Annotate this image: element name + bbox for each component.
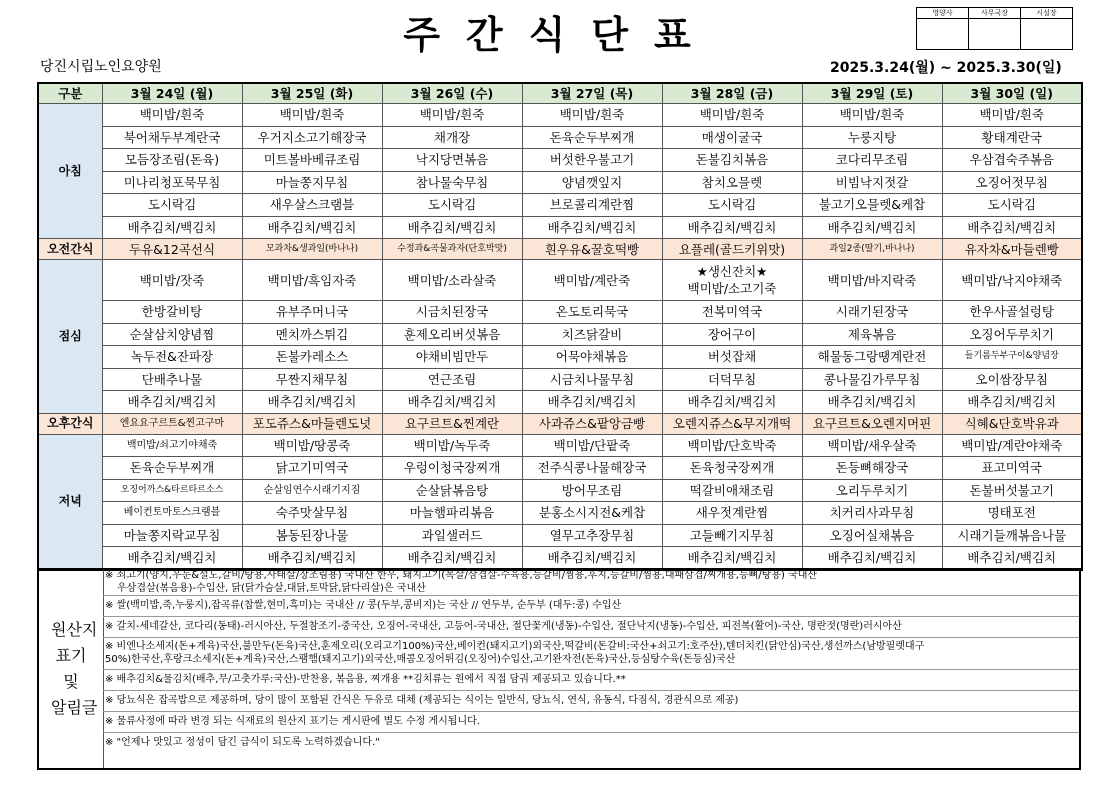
menu-cell: 베이컨토마토스크램블 [102, 502, 242, 525]
menu-row [38, 434, 1082, 457]
menu-cell: 참나물숙무침 [382, 171, 522, 194]
menu-cell: 오이쌈장무침 [942, 368, 1082, 391]
lunch-label: 점심 [38, 260, 102, 414]
menu-cell: 참치오믈렛 [662, 171, 802, 194]
day-header: 3월 30일 (일) [942, 83, 1082, 104]
snack-cell: 흰우유&꿀호떡빵 [522, 239, 662, 260]
menu-cell: 표고미역국 [942, 457, 1082, 480]
menu-cell: 배추김치/백김치 [522, 216, 662, 239]
menu-cell: 백미밥/흰죽 [382, 104, 522, 127]
menu-row [38, 126, 1082, 149]
snack-cell: 사과쥬스&팥앙금빵 [522, 413, 662, 434]
menu-row [38, 368, 1082, 391]
menu-row [38, 524, 1082, 547]
menu-cell: 도시락김 [662, 194, 802, 217]
menu-cell: 백미밥/흰죽 [802, 104, 942, 127]
note-item [103, 638, 1079, 670]
menu-cell: 멘치까스튀김 [242, 323, 382, 346]
menu-cell [662, 260, 802, 301]
menu-cell: 명태포전 [942, 502, 1082, 525]
day-header: 3월 26일 (수) [382, 83, 522, 104]
menu-cell: 새우살스크램블 [242, 194, 382, 217]
menu-cell: 치커리사과무침 [802, 502, 942, 525]
menu-cell: 백미밥/바지락죽 [802, 260, 942, 301]
menu-cell: 백미밥/흑임자죽 [242, 260, 382, 301]
menu-cell: 순살닭볶음탕 [382, 479, 522, 502]
header-row [38, 83, 1082, 104]
note-line: ※ 물류사정에 따라 변경 되는 식재료의 원산지 표기는 게시판에 별도 수정 게시됩니다. [103, 712, 1079, 733]
day-header: 3월 28일 (금) [662, 83, 802, 104]
menu-cell: 북어채두부계란국 [102, 126, 242, 149]
snack-cell: 요구르트&오렌지머핀 [802, 413, 942, 434]
snack-cell: 엔요요구르트&찐고구마 [102, 413, 242, 434]
menu-row [38, 323, 1082, 346]
menu-cell: 채개장 [382, 126, 522, 149]
menu-cell: 어묵야채볶음 [522, 346, 662, 369]
menu-cell: 오징어두루치기 [942, 323, 1082, 346]
menu-cell: 오징어젓무침 [942, 171, 1082, 194]
menu-cell: 매생이굴국 [662, 126, 802, 149]
menu-cell: 배추김치/백김치 [662, 547, 802, 570]
menu-cell: 돈등뼈해장국 [802, 457, 942, 480]
menu-cell: 들기름두부구이&양념장 [942, 346, 1082, 369]
note-line: ※ 쇠고기(양지,우둔&설도,갈비/탕용,사태살/장조림용) 국내산 한우, 돼지고기(목살/삼겹살-수육용,등갈비/찜용,후지,등갈비/찜용,대패삼겹/찌개용,등뼈/탕용) 국내산 [105, 570, 818, 581]
menu-cell: 더덕무침 [662, 368, 802, 391]
menu-cell: 오리두루치기 [802, 479, 942, 502]
menu-cell: 배추김치/백김치 [102, 216, 242, 239]
menu-cell: 시래기된장국 [802, 301, 942, 324]
snack-cell: 요구르트&찐계란 [382, 413, 522, 434]
snack-cell: 식혜&단호박유과 [942, 413, 1082, 434]
menu-row [38, 104, 1082, 127]
menu-cell: 배추김치/백김치 [242, 216, 382, 239]
menu-cell: 백미밥/소라살죽 [382, 260, 522, 301]
menu-cell: 백미밥/흰죽 [942, 104, 1082, 127]
menu-cell: 봄동된장나물 [242, 524, 382, 547]
menu-cell: 시래기들깨볶음나물 [942, 524, 1082, 547]
menu-cell: 배추김치/백김치 [522, 547, 662, 570]
menu-cell: 배추김치/백김치 [242, 391, 382, 414]
menu-cell: 돈육순두부찌개 [522, 126, 662, 149]
menu-cell: 치즈닭갈비 [522, 323, 662, 346]
note-line: ※ 갈치-세네갈산, 코다리(동태)-러시아산, 두절참조기-중국산, 오징어-국내산, 고등어-국내산, 절단꽃게(냉동)-수입산, 절단낙지(냉동)-수입산, 피전복(활어)-국산, 명란젓(명란)러시아산 [103, 617, 1079, 638]
menu-cell: 순살임연수시래기지짐 [242, 479, 382, 502]
menu-cell: 과일샐러드 [382, 524, 522, 547]
snack-cell: 모과차&생과일(바나나) [242, 239, 382, 260]
am_snack-label: 오전간식 [38, 239, 102, 260]
approval-label-director: 시설장 [1021, 8, 1073, 19]
approval-label-dietitian: 영양사 [917, 8, 969, 19]
menu-cell: 시금치된장국 [382, 301, 522, 324]
approval-sign-director [1021, 19, 1073, 50]
menu-cell: 우삼겹숙주볶음 [942, 149, 1082, 172]
menu-cell: 백미밥/흰죽 [662, 104, 802, 127]
menu-cell: 백미밥/잣죽 [102, 260, 242, 301]
page-title: 주간식단표 [403, 13, 717, 57]
menu-row [38, 216, 1082, 239]
menu-cell: 백미밥/흰죽 [522, 104, 662, 127]
day-header: 3월 25일 (화) [242, 83, 382, 104]
am_snack-row [38, 239, 1082, 260]
menu-row [38, 194, 1082, 217]
menu-row [38, 149, 1082, 172]
notes-label-text: 원산지 표기 및 알림글 [51, 620, 98, 717]
menu-cell: 백미밥/새우살죽 [802, 434, 942, 457]
menu-cell: 무짠지채무침 [242, 368, 382, 391]
menu-cell: 도시락김 [942, 194, 1082, 217]
menu-cell: 우렁이청국장찌개 [382, 457, 522, 480]
pm_snack-row [38, 413, 1082, 434]
menu-cell: 미나리청포묵무침 [102, 171, 242, 194]
menu-cell: 마늘쫑지락교무침 [102, 524, 242, 547]
menu-cell: 고들빼기지무침 [662, 524, 802, 547]
snack-cell: 요플레(골드키위맛) [662, 239, 802, 260]
menu-cell: 장어구이 [662, 323, 802, 346]
menu-cell: 돈불김치볶음 [662, 149, 802, 172]
menu-cell: 백미밥/녹두죽 [382, 434, 522, 457]
note-line: ※ 배추김치&물김치(배추,무/고춧가루:국산)-반찬용, 볶음용, 찌개용 **김치류는 원에서 직접 담궈 제공되고 있습니다.** [103, 670, 1079, 691]
menu-cell: 분홍소시지전&케찹 [522, 502, 662, 525]
breakfast-label: 아침 [38, 104, 102, 239]
snack-cell: 과일2종(딸기,바나나) [802, 239, 942, 260]
menu-row [38, 260, 1082, 301]
approval-sign-manager [969, 19, 1021, 50]
menu-cell: 마늘쫑지무침 [242, 171, 382, 194]
menu-cell: 연근조림 [382, 368, 522, 391]
menu-cell: 배추김치/백김치 [662, 216, 802, 239]
menu-cell: 황태계란국 [942, 126, 1082, 149]
menu-cell: 도시락김 [102, 194, 242, 217]
menu-cell: 오징어실채볶음 [802, 524, 942, 547]
menu-cell: 배추김치/백김치 [522, 391, 662, 414]
menu-cell: 우거지소고기해장국 [242, 126, 382, 149]
day-header: 3월 24일 (월) [102, 83, 242, 104]
menu-row [38, 346, 1082, 369]
note-line: ※ 비엔나소세지(돈+계육)국산,불만두(돈육)국산,훈제오리(오리고기100%)국산,베이컨(돼지고기)외국산,떡갈비(돈갈비:국산+쇠고기:호주산),텐더치킨(닭안심)국산,생선까스(남방필렛대구 [105, 641, 925, 652]
menu-cell-line: 백미밥/소고기죽 [687, 281, 777, 296]
note-line: 50%)한국산,후랑크소세지(돈+계육)국산,스팸햄(돼지고기)외국산,매콤오징어튀김(오징어)수입산,고기완자전(돈육)국산,등심탕수육(돈등심)국산 [105, 653, 736, 665]
menu-cell: 돈불카레소스 [242, 346, 382, 369]
menu-cell: 훈제오리버섯볶음 [382, 323, 522, 346]
menu-cell: 배추김치/백김치 [382, 547, 522, 570]
menu-cell: 닭고기미역국 [242, 457, 382, 480]
menu-cell: 온도토리묵국 [522, 301, 662, 324]
note-line: ※ 당뇨식은 잡곡밥으로 제공하며, 당이 많이 포함된 간식은 두유로 대체 (제공되는 식이는 일반식, 당뇨식, 연식, 유동식, 다짐식, 경관식으로 제공) [103, 691, 1079, 712]
menu-row [38, 457, 1082, 480]
menu-cell: 전복미역국 [662, 301, 802, 324]
weekly-menu-table [37, 82, 1083, 571]
note-line: ※ 쌀(백미밥,죽,누룽지),잡곡류(찹쌀,현미,흑미)는 국내산 // 콩(두부,콩비지)는 국산 // 연두부, 순두부 (대두:콩) 수입산 [103, 596, 1079, 617]
menu-cell: 배추김치/백김치 [802, 216, 942, 239]
menu-row [38, 547, 1082, 570]
approval-box [916, 7, 1073, 50]
organization-name: 당진시립노인요양원 [40, 59, 162, 75]
menu-cell: 유부주머니국 [242, 301, 382, 324]
day-header: 3월 29일 (토) [802, 83, 942, 104]
menu-cell: 단배추나물 [102, 368, 242, 391]
menu-cell: 전주식콩나물해장국 [522, 457, 662, 480]
menu-cell: 떡갈비애채조림 [662, 479, 802, 502]
menu-cell: 야채비빔만두 [382, 346, 522, 369]
menu-cell: 양념깻잎지 [522, 171, 662, 194]
menu-cell: 배추김치/백김치 [802, 547, 942, 570]
menu-cell: 누룽지탕 [802, 126, 942, 149]
snack-cell: 오렌지쥬스&무지개떡 [662, 413, 802, 434]
menu-cell: 해물동그랑땡계란전 [802, 346, 942, 369]
snack-cell: 유자차&마들렌빵 [942, 239, 1082, 260]
note-line: ※ "언제나 맛있고 정성이 담긴 급식이 되도록 노력하겠습니다." [105, 737, 380, 748]
menu-cell: 버섯잡채 [662, 346, 802, 369]
menu-cell: 돈육청국장찌개 [662, 457, 802, 480]
menu-cell: 돈불버섯불고기 [942, 479, 1082, 502]
menu-cell: 백미밥/쇠고기야채죽 [102, 434, 242, 457]
pm_snack-label: 오후간식 [38, 413, 102, 434]
menu-cell: 비빔낙지젓갈 [802, 171, 942, 194]
menu-cell: 숙주맛살무침 [242, 502, 382, 525]
day-header: 3월 27일 (목) [522, 83, 662, 104]
menu-cell: 배추김치/백김치 [802, 391, 942, 414]
dinner-label: 저녁 [38, 434, 102, 570]
menu-cell: 낙지당면볶음 [382, 149, 522, 172]
notes-label [39, 570, 104, 768]
menu-cell: 배추김치/백김치 [102, 391, 242, 414]
note-item [103, 570, 1079, 596]
menu-cell: 한우사골설렁탕 [942, 301, 1082, 324]
menu-cell: 배추김치/백김치 [662, 391, 802, 414]
menu-cell: 배추김치/백김치 [242, 547, 382, 570]
menu-cell: 백미밥/낙지야채죽 [942, 260, 1082, 301]
category-header: 구분 [38, 83, 102, 104]
menu-cell: 순살삼치양념찜 [102, 323, 242, 346]
menu-row [38, 502, 1082, 525]
menu-cell: 녹두전&잔파장 [102, 346, 242, 369]
snack-cell: 포도쥬스&마들렌도넛 [242, 413, 382, 434]
menu-cell: 백미밥/땅콩죽 [242, 434, 382, 457]
menu-cell: 배추김치/백김치 [942, 547, 1082, 570]
menu-cell: 모듬장조림(돈육) [102, 149, 242, 172]
menu-row [38, 301, 1082, 324]
menu-cell: 배추김치/백김치 [942, 216, 1082, 239]
menu-cell: 브로콜리계란찜 [522, 194, 662, 217]
menu-cell: 배추김치/백김치 [382, 391, 522, 414]
menu-cell: 백미밥/흰죽 [102, 104, 242, 127]
note-line: 우삼겹살(볶음용)-수입산, 닭(닭가슴살,대닭,토막닭,닭다리살)은 국내산 [117, 582, 426, 594]
approval-sign-dietitian [917, 19, 969, 50]
menu-cell: 백미밥/단호박죽 [662, 434, 802, 457]
menu-cell: 마늘햄파리볶음 [382, 502, 522, 525]
menu-cell: 방어무조림 [522, 479, 662, 502]
menu-row [38, 391, 1082, 414]
menu-cell: 제육볶음 [802, 323, 942, 346]
snack-cell: 두유&12곡선식 [102, 239, 242, 260]
date-range: 2025.3.24(월) ~ 2025.3.30(일) [830, 60, 1062, 75]
menu-cell-line: ★생신잔치★ [696, 264, 768, 279]
menu-cell: 배추김치/백김치 [102, 547, 242, 570]
menu-cell: 시금치나물무침 [522, 368, 662, 391]
menu-cell: 오징어까스&타르타르소스 [102, 479, 242, 502]
menu-cell: 열무고추장무침 [522, 524, 662, 547]
menu-cell: 새우젓계란찜 [662, 502, 802, 525]
origin-notes [37, 568, 1081, 770]
menu-cell: 백미밥/단팥죽 [522, 434, 662, 457]
menu-cell: 도시락김 [382, 194, 522, 217]
menu-row [38, 171, 1082, 194]
menu-cell: 돈육순두부찌개 [102, 457, 242, 480]
menu-cell: 백미밥/계란죽 [522, 260, 662, 301]
menu-cell: 버섯한우불고기 [522, 149, 662, 172]
menu-cell: 배추김치/백김치 [382, 216, 522, 239]
menu-cell: 미트볼바베큐조림 [242, 149, 382, 172]
menu-cell: 백미밥/흰죽 [242, 104, 382, 127]
menu-cell: 콩나물김가루무침 [802, 368, 942, 391]
menu-cell: 배추김치/백김치 [942, 391, 1082, 414]
menu-cell: 한방갈비탕 [102, 301, 242, 324]
menu-cell: 백미밥/계란야채죽 [942, 434, 1082, 457]
snack-cell: 수정과&곡물과자(단호박맛) [382, 239, 522, 260]
menu-cell: 불고기오믈렛&케찹 [802, 194, 942, 217]
menu-cell: 코다리무조림 [802, 149, 942, 172]
approval-label-manager: 사무국장 [969, 8, 1021, 19]
menu-row [38, 479, 1082, 502]
